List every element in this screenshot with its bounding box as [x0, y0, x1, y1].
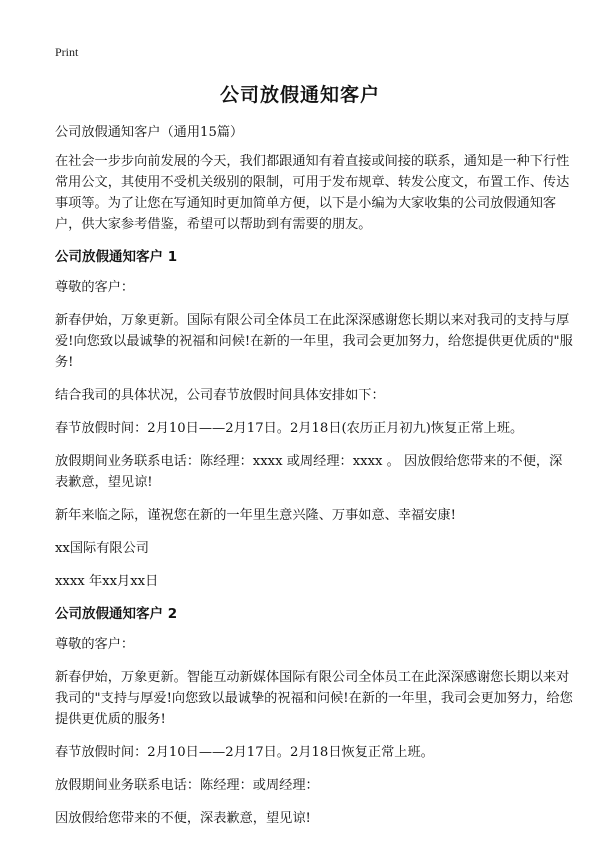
greeting: 尊敬的客户： — [55, 637, 135, 652]
section-2 — [55, 604, 575, 829]
section-heading: 公司放假通知客户 2 — [55, 606, 178, 622]
contact-paragraph: 放假期间业务联系电话：陈经理：xxxx 或周经理：xxxx 。 因放假给您带来的不便，深表歉意，望见谅! — [55, 454, 563, 490]
document-body — [55, 122, 575, 841]
signature-company: xx国际有限公司 — [55, 541, 149, 556]
intro-paragraph: 在社会一步步向前发展的今天，我们都跟通知有着直接或间接的联系，通知是一种下行性常用公文，其使用不受机关级别的限制，可用于发布规章、转发公度文，布置工作、传达事项等。为了让您在写通知时更加简单方便，以下是小编为大家收集的公司放假通知客户，供大家参考借鉴，希望可以帮助到有需要的朋友。 — [55, 154, 570, 232]
body-paragraph: 新春伊始，万象更新。智能互动新媒体国际有限公司全体员工在此深深感谢您长期以来对我司的"支持与厚爱!向您致以最诚挚的祝福和问候!在新的一年里，我司会更加努力，给您提供更优质的服务! — [55, 670, 573, 727]
print-link[interactable]: Print — [55, 45, 79, 59]
signature-date: xxxx 年xx月xx日 — [55, 574, 159, 589]
holiday-schedule: 春节放假时间：2月10日——2月17日。2月18日恢复正常上班。 — [55, 745, 434, 760]
section-heading: 公司放假通知客户 1 — [55, 249, 178, 265]
body-paragraph: 结合我司的具体状况，公司春节放假时间具体安排如下： — [55, 388, 385, 403]
apology-paragraph: 因放假给您带来的不便，深表歉意，望见谅! — [55, 811, 311, 826]
greeting: 尊敬的客户： — [55, 280, 135, 295]
closing-wishes: 新年来临之际，谨祝您在新的一年里生意兴隆、万事如意、幸福安康! — [55, 508, 456, 523]
document-subtitle: 公司放假通知客户（通用15篇） — [55, 125, 244, 140]
contact-paragraph: 放假期间业务联系电话：陈经理：或周经理： — [55, 778, 319, 793]
holiday-schedule: 春节放假时间：2月10日——2月17日。2月18日(农历正月初九)恢复正常上班。 — [55, 421, 524, 436]
body-paragraph: 新春伊始，万象更新。国际有限公司全体员工在此深深感谢您长期以来对我司的支持与厚爱!向您致以最诚挚的祝福和问候!在新的一年里，我司会更加努力，给您提供更优质的"服务! — [55, 313, 573, 370]
section-1 — [55, 247, 575, 592]
document-title: 公司放假通知客户 — [219, 84, 380, 106]
